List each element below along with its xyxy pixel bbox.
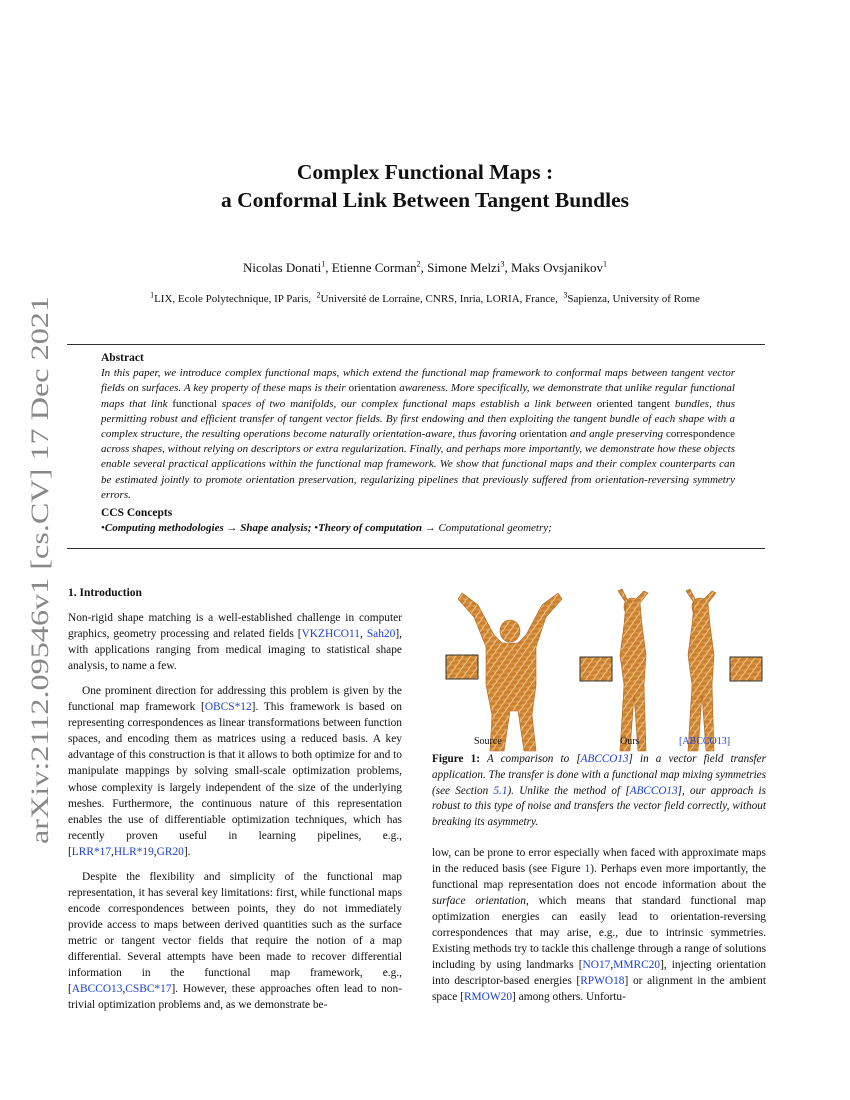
- ccs-bullet: •: [101, 522, 105, 535]
- text: ,: [360, 628, 367, 641]
- author-sup: 1: [321, 259, 326, 269]
- affil-sup: 1: [150, 290, 155, 300]
- citation-link[interactable]: ABCCO13: [580, 753, 629, 765]
- abstract: [101, 351, 735, 536]
- abstract-text: In this paper, we introduce complex functional maps, which extend the functional map framework to conformal maps between tangent vector fields on surfaces. A key property of these maps is their: [101, 367, 735, 395]
- citation-link[interactable]: ABCCO13: [71, 983, 123, 996]
- rule-bottom: [67, 548, 765, 549]
- affil-sup: 2: [316, 290, 321, 300]
- abstract-upright: orientation: [348, 382, 397, 395]
- ours-shape: [618, 589, 648, 751]
- text: ] among others. Unfortu-: [512, 991, 626, 1004]
- ccs-concept: Theory of computation: [318, 522, 422, 535]
- abstract-text: awareness. More specifically, we demonstrate that unlike regular functional maps that link: [101, 382, 735, 410]
- section-link[interactable]: 5.1: [493, 784, 508, 797]
- rule-top: [67, 344, 765, 345]
- author-sup: 3: [500, 259, 505, 269]
- paper-title-line2: a Conformal Link Between Tangent Bundles: [221, 188, 629, 212]
- ccs-concepts: [101, 521, 735, 536]
- citation-link[interactable]: RPWO18: [580, 975, 625, 988]
- citation-link[interactable]: ABCCO13: [629, 784, 678, 797]
- figure-label-ref[interactable]: [ABCCO13]: [679, 736, 731, 747]
- text: , which means that standard functional map optimization energies can easily lead to orientation-reversing correspondences that may arise, e.g., due to intrinsic symmetries. Existing methods try to tackle this challenge through a range of solutions including by using landmarks [: [432, 895, 766, 972]
- abstract-upright: correspondence: [665, 428, 735, 441]
- text: ]. This framework is based on representing correspondences as linear transformations between function spaces, and encoding them as matrices using a reduced basis. A key advantage of this construction is that it allows to both optimize for and to manipulate mappings by solving small-scale optimization problems, whose complexity is largely independent of the size of the underlying meshes. Furthermore, the continuous nature of this representation enables the use of differentiable optimization techniques, which has recently proven useful in learning pipelines, e.g., [: [68, 701, 402, 858]
- author-sup: 1: [603, 259, 608, 269]
- section-heading: 1. Introduction: [68, 587, 142, 599]
- citation-link[interactable]: NO17: [582, 959, 611, 972]
- emphasis: surface orientation: [432, 895, 526, 908]
- text: Despite the flexibility and simplicity of the functional map representation, it has several key limitations: first, while functional maps encode correspondences between points, they do not immediately provide access to maps between derived quantities such as the surface metric or tangent vector fields that require the notion of a map differential. Several attempts have been made to recover differential information in the functional map framework, e.g., [: [68, 870, 402, 996]
- figure-1: [432, 585, 766, 755]
- author-name: Simone Melzi: [427, 260, 501, 275]
- abstract-heading: Abstract: [101, 352, 144, 364]
- figure-label-ours: Ours: [620, 736, 640, 747]
- figure-caption: [432, 752, 766, 831]
- abstract-text: bundles, thus permitting robust and efficient transfer of tangent vector fields. By first endowing and then exploiting the tangent bundle of each shape with a complex structure, the resulting operations become naturally orientation-aware, thus favoring: [101, 397, 735, 441]
- text: ] or alignment in the ambient space [: [432, 975, 766, 1004]
- text: ]. However, these approaches often lead to non-trivial optimization problems and, as we demonstrate be-: [68, 983, 402, 1012]
- text: ].: [183, 845, 191, 858]
- paragraph: [68, 610, 402, 674]
- figure-link[interactable]: 1: [584, 863, 591, 876]
- citation-link[interactable]: RMOW20: [463, 991, 513, 1004]
- ccs-concept: Computational geometry;: [438, 522, 552, 535]
- figure-label-source: Source: [474, 736, 502, 747]
- text: A comparison to [: [479, 753, 581, 765]
- abstract-text: and angle preserving: [566, 428, 666, 441]
- text: ). Perhaps even more importantly, the functional map representation does not encode information about the: [432, 863, 766, 892]
- paragraph: Despite the flexibility and simplicity of the functional map representation, it has several key limitations: first, while functional maps encode correspondences between points, they do not immediately provide access to maps between derived quantities such as the surface metric or tangent vector fields that require the notion of a map differential. Several attempts have been made to recover differential information in the functional map framework, e.g., [ABCCO13,CSBC*17]. However, these approaches often lead to non-trivial optimization problems and, as we demonstrate be-: [68, 870, 402, 1012]
- ccs-concept: Shape analysis;: [240, 522, 312, 535]
- arxiv-stamp-svg: [8, 296, 64, 844]
- text: ] in a vector field transfer application. The transfer is done with a functional map mixing symmetries (see Section: [432, 753, 766, 797]
- citation-link[interactable]: CSBC*17: [125, 983, 172, 996]
- affil-text: Sapienza, University of Rome: [567, 293, 700, 305]
- abstract-body: [101, 366, 735, 503]
- citation-link[interactable]: VKZHCO11: [301, 628, 361, 641]
- abstract-upright: functional: [172, 397, 217, 410]
- text: ], injecting orientation into descriptor-based energies [: [432, 959, 766, 988]
- citation-link[interactable]: Sah20: [366, 628, 396, 641]
- citation-link[interactable]: MMRC20: [613, 959, 661, 972]
- reference-shape: [686, 589, 716, 751]
- abstract-text: spaces of two manifolds, our complex functional maps establish a link between: [216, 397, 597, 410]
- right-column: [432, 845, 766, 1014]
- text: Non-rigid shape matching is a well-established challenge in computer graphics, geometry processing and related fields [: [68, 612, 402, 641]
- affil-sup: 3: [563, 290, 568, 300]
- left-column: [68, 585, 402, 1022]
- ccs-arrow: →: [424, 522, 436, 535]
- author-name: Etienne Corman: [331, 260, 417, 275]
- text: One prominent direction for addressing this problem is given by the functional map framework [: [68, 685, 402, 714]
- affil-text: Université de Lorraine, CNRS, Inria, LORIA, France,: [320, 293, 558, 305]
- text: low, can be prone to error especially when faced with approximate maps in the reduced basis (see Figure: [432, 847, 766, 876]
- paragraph: low, can be prone to error especially when faced with approximate maps in the reduced basis (see Figure 1). Perhaps even more importantly, the functional map representation does not encode information about the surface orientation, which means that standard functional map optimization energies can easily lead to orientation-reversing correspondences that may arise, e.g., due to intrinsic symmetries. Existing methods try to tackle this challenge through a range of solutions including by using landmarks [NO17,MMRC20], injecting orientation into descriptor-based energies [RPWO18] or alignment in the ambient space [RMOW20] among others. Unfortu-: [432, 847, 766, 1004]
- author-name: Nicolas Donati: [242, 260, 322, 275]
- author-sup: 2: [416, 259, 421, 269]
- abstract-upright: oriented tangent: [596, 397, 670, 410]
- arxiv-id: arXiv:2112.09546v1 [cs.CV] 17 Dec 2021: [27, 418, 54, 844]
- citation-link[interactable]: HLR*19: [113, 845, 154, 858]
- ccs-bullet: •: [314, 522, 319, 535]
- author-name: Maks Ovsjanikov: [510, 260, 604, 275]
- text: ). Unlike the method of [: [507, 784, 630, 797]
- arxiv-stamp: [8, 296, 64, 844]
- citation-link[interactable]: GR20: [156, 845, 184, 858]
- figure-image: [432, 585, 766, 755]
- text: ], with applications ranging from medical imaging to statistical shape analysis, to name a few.: [68, 628, 402, 673]
- caption-head: Figure 1:: [432, 753, 480, 765]
- zoom-inset: [580, 657, 612, 681]
- title-block: [60, 158, 790, 214]
- citation-link[interactable]: LRR*17: [71, 845, 112, 858]
- abstract-upright: orientation: [519, 428, 567, 441]
- paper-title-line1: Complex Functional Maps :: [296, 160, 554, 184]
- affiliations: [60, 290, 790, 305]
- ccs-concept: Computing methodologies: [104, 522, 224, 535]
- abstract-text: across shapes, without relying on descriptors or extra regularization. Finally, and perhaps more importantly, we demonstrate how these objects enable several practical applications within the functional map framework. We show that functional maps and their complex counterparts can be estimated jointly to promote orientation preservation, regularizing pipelines that previously suffered from orientation-reversing symmetry errors.: [101, 443, 735, 501]
- zoom-inset: [446, 655, 478, 679]
- paragraph: One prominent direction for addressing this problem is given by the functional map framework [OBCS*12]. This framework is based on representing correspondences as linear transformations between function spaces, and encoding them as matrices using a reduced basis. A key advantage of this construction is that it allows to both optimize for and to manipulate mappings by solving small-scale optimization problems, whose complexity is largely independent of the size of the underlying meshes. Furthermore, the continuous nature of this representation enables the use of differentiable optimization techniques, which has recently proven useful in learning pipelines, e.g., [LRR*17,HLR*19,GR20].: [68, 685, 402, 858]
- text: ], our approach is robust to this type of noise and transfers the vector field correctly, without breaking its asymmetry.: [432, 784, 766, 829]
- author-list: Nicolas Donati$^1$, Etienne Corman$^2$, Simone Melzi$^3$, Maks Ovsjanikov$^1$: [242, 259, 608, 275]
- ccs-heading: CCS Concepts: [101, 507, 173, 520]
- affil-text: LIX, Ecole Polytechnique, IP Paris,: [154, 293, 311, 305]
- ccs-arrow: →: [226, 522, 238, 535]
- citation-link[interactable]: OBCS*12: [204, 701, 252, 714]
- zoom-inset: [730, 657, 762, 681]
